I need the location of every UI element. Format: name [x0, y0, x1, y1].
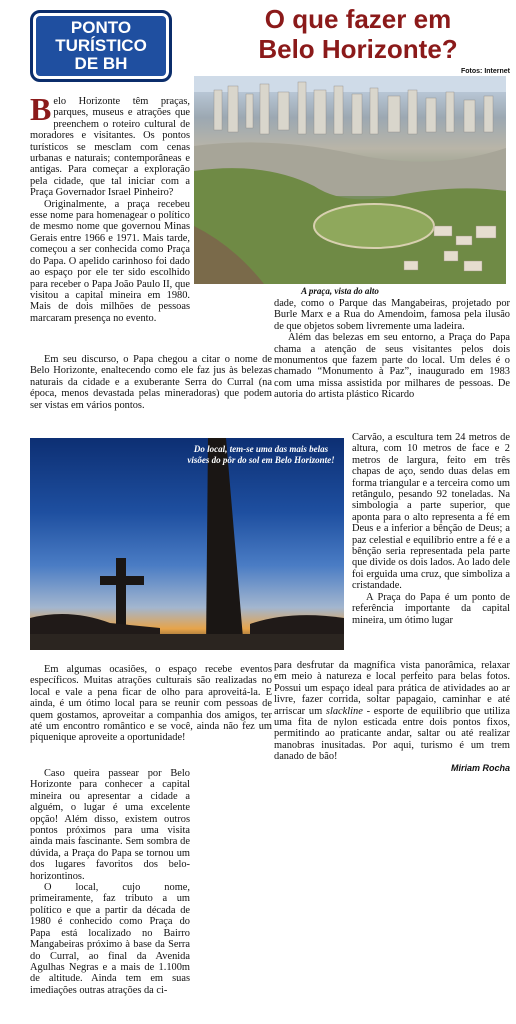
photo2-caption: Do local, tem-se uma das mais belas visões do pôr do sol em Belo Horizonte!	[187, 444, 335, 465]
article-right-bottom	[274, 660, 510, 774]
paragraph	[30, 91, 190, 199]
paragraph: Originalmente, a praça recebeu esse nome para homenagear o político de mesmo nome que governou Minas Gerais entre 1966 e 1971. Mais tarde, começou a ser conhecida como Praça do Papa. O apelido carinhoso foi dado ao espaço por ele ter sido escolhido para receber o Papa João Paulo II, que visitou a capital mineira em 1980. Mais de dois milhões de pessoas marcaram presença no evento.	[30, 198, 190, 324]
paragraph: Caso queira passear por Belo Horizonte para conhecer a capital mineira ou apresentar a cidade a alguém, o lugar é uma excelente opção! Além disso, existem outros pontos próximos para uma visita ainda mais fascinante. Sem sombra de dúvida, a Praça do Papa se tornou um dos lugares favoritos dos belo-horizontinos.	[30, 768, 190, 882]
article-right-top	[274, 298, 510, 401]
author-credit: Miriam Rocha	[450, 762, 510, 773]
paragraph-text: para desfrutar da magnífica vista panorâmica, relaxar em meio à natureza e local perfeito para belas fotos. Possui um espaço ideal para prática de atividades ao ar livre, fazer corrida, soltar papagaio, caminhar e até arriscar um	[274, 660, 510, 717]
paragraph: Em algumas ocasiões, o espaço recebe eventos específicos. Muitas atrações culturais são realizadas no local e vale a pena ficar de olho para aproveitá-la. E ainda, é um ótimo local para se reunir com pessoas de quem gostamos, aproveitar a companhia dos amigos, ter até um encontro romântico e se você, ainda não fez um piquenique aproveite a oportunidade!	[30, 664, 272, 744]
article-right-narrow	[352, 432, 510, 626]
paragraph	[274, 660, 510, 763]
paragraph: Carvão, a escultura tem 24 metros de altura, com 10 metros de face e 2 metros de largura, feito em três chapas de aço, sendo duas delas em forma triangular e a terceira como um retângulo, pesando 92 toneladas. Na simbologia a parte superior, que aponta para o alto representa a fé em Deus e a inferior a bênção de Deus; a paz celestial e equilíbrio entre a fé e a bênção seria representada pela parte que divide os dois lados. Ao lado dele foi erguida uma cruz, que simboliza a cristandade.	[352, 432, 510, 592]
sunset-cross-monument-illustration	[30, 438, 344, 650]
headline-line-1: O que fazer em	[264, 4, 452, 34]
badge-line-3: DE BH	[74, 54, 128, 73]
sunset-photo	[30, 438, 344, 650]
headline	[200, 4, 516, 64]
paragraph: O local, cujo nome, primeiramente, faz tributo a um político e que a partir da década de 1980 é conhecido como Praça do Papa está localizado no Bairro Mangabeiras próximo à base da Serra do Curral, ao final da Avenida Agulhas Negras e a mais de 1.100m de altitude. Ainda tem em suas imediações outras atrações da ci-	[30, 882, 190, 996]
photo-credit: Fotos: Internet	[461, 68, 510, 75]
article-left-bottom	[30, 768, 190, 996]
article-left-top	[30, 91, 190, 324]
headline-line-2: Belo Horizonte?	[258, 34, 458, 64]
drop-cap: B	[30, 91, 52, 127]
paragraph: Em seu discurso, o Papa chegou a citar o nome de Belo Horizonte, enaltecendo como ele faz jus às belezas naturais da cidade e a exuberante Serra do Curral (na época, menos devastada pelas mineradoras) que podem ser vistas em vários pontos.	[30, 354, 272, 411]
article-left-bottom-wide	[30, 664, 272, 744]
photo1-caption: A praça, vista do alto	[301, 286, 379, 296]
aerial-city-illustration	[194, 76, 506, 284]
aerial-city-photo	[194, 76, 506, 284]
paragraph-text: - esporte de equilíbrio que utiliza uma fita de nylon esticada entre dois pontos fixos, permitindo ao praticante andar, saltar ou até realizar manobras inusitadas. Por aqui, turismo é um trem danado de bão!	[274, 705, 510, 763]
paragraph: Além das belezas em seu entorno, a Praça do Papa chama a atenção de seus visitantes pelos dois monumentos que fazem parte do local. Um deles é o chamado “Monumento à Paz”, inaugurado em 1983 com uma missa assistida por milhares de pessoas. De autoria do artista plástico Ricardo	[274, 332, 510, 401]
slackline-term: slackline	[325, 705, 363, 717]
article-left-top-wide	[30, 354, 272, 411]
paragraph: A Praça do Papa é um ponto de referência importante da capital mineira, um ótimo lugar	[352, 591, 510, 626]
badge-line-2: TURÍSTICO	[55, 36, 147, 55]
paragraph-text: elo Horizonte têm praças, parques, museus e atrações que preenchem o roteiro cultural de moradores e visitantes. Os pontos turísticos se mesclam com cenas urbanas e naturais; contemporâneas e antigas. Para começar a exploração pela cidade, que tal iniciar com a Praça Governador Israel Pinheiro?	[30, 96, 190, 199]
paragraph: dade, como o Parque das Mangabeiras, projetado por Burle Marx e a Rua do Amendoim, famosa pela ilusão de que objetos sobem livremente uma ladeira.	[274, 298, 510, 332]
section-badge	[30, 10, 172, 82]
badge-line-1: PONTO	[70, 18, 132, 37]
